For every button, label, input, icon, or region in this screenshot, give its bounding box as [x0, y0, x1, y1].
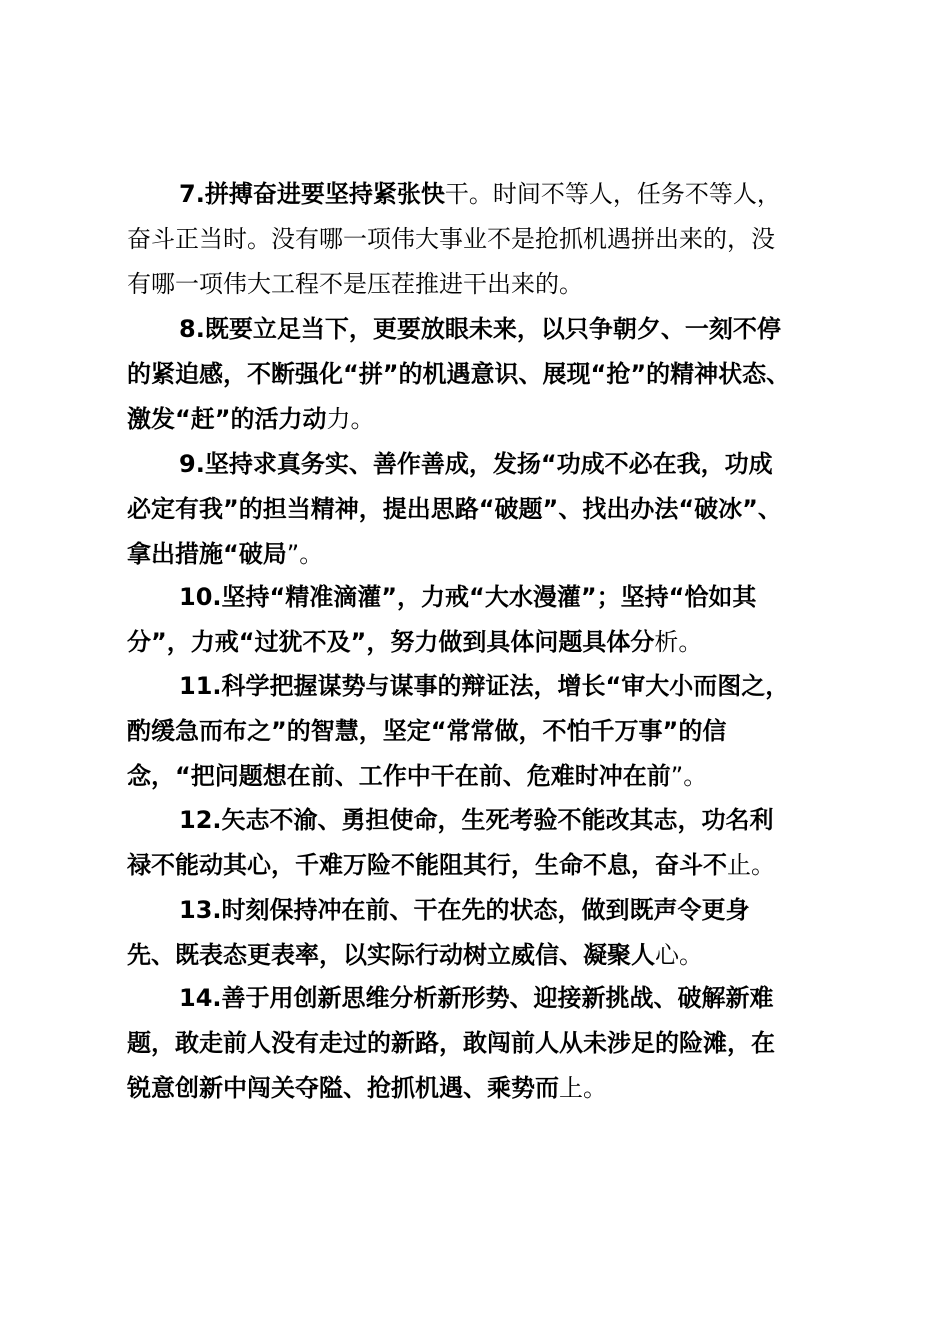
- normal-run: 析。: [654, 628, 703, 656]
- paragraph-line: [127, 843, 827, 888]
- bold-run: 念，“把问题想在前、工作中干在前、危难时冲在前: [127, 762, 671, 790]
- paragraph-12: [127, 798, 827, 888]
- bold-run: 酌缓急而布之”的智慧，坚定“常常做，不怕千万事”的信: [127, 717, 727, 745]
- bold-run: 8.既要立足当下，更要放眼未来，以只争朝夕、一刻不停: [179, 315, 781, 343]
- normal-run: 有哪一项伟大工程不是压茬推进干出来的。: [127, 270, 583, 298]
- normal-run: 奋斗正当时。没有哪一项伟大事业不是抢抓机遇拼出来的，没: [127, 225, 775, 253]
- paragraph-line: [127, 709, 827, 754]
- bold-run: 7.拼搏奋进要坚持紧张快: [179, 180, 445, 208]
- bold-run: 的紧迫感，不断强化“拼”的机遇意识、展现“抢”的精神状态、: [127, 360, 791, 388]
- normal-run: ”。: [286, 540, 324, 568]
- paragraph-10: [127, 575, 827, 665]
- normal-run: 干。时间不等人，任务不等人，: [444, 180, 781, 208]
- bold-run: 9.坚持求真务实、善作善成，发扬“功成不必在我，功成: [179, 450, 773, 478]
- bold-run: 13.时刻保持冲在前、干在先的状态，做到既声令更身: [179, 896, 750, 924]
- bold-run: 激发“赶”的活力动: [127, 405, 327, 433]
- paragraph-line: [127, 933, 827, 978]
- paragraph-line: [127, 352, 827, 397]
- bold-run: 先、既表态更表率，以实际行动树立威信、凝聚人: [127, 941, 655, 969]
- paragraph-8: [127, 307, 827, 442]
- normal-run: ”。: [670, 762, 708, 790]
- paragraph-line: [127, 1021, 827, 1066]
- bold-run: 锐意创新中闯关夺隘、抢抓机遇、乘势而: [127, 1074, 559, 1102]
- bold-run: 10.坚持“精准滴灌”，力戒“大水漫灌”；坚持“恰如其: [179, 583, 757, 611]
- bold-run: 必定有我”的担当精神，提出思路“破题”、找出办法“破冰”、: [127, 495, 782, 523]
- bold-run: 拿出措施“破局: [127, 540, 287, 568]
- bold-run: 禄不能动其心，千难万险不能阻其行，生命不息，奋斗不: [127, 851, 727, 879]
- normal-run: 止。: [727, 851, 775, 879]
- paragraph-line: [127, 888, 827, 933]
- paragraph-line: [127, 172, 827, 217]
- paragraph-line: [127, 620, 827, 665]
- paragraph-line: [127, 217, 827, 262]
- paragraph-line: [127, 487, 827, 532]
- paragraph-line: [127, 754, 827, 799]
- paragraph-14: [127, 976, 827, 1111]
- paragraph-line: [127, 262, 827, 307]
- paragraph-line: [127, 532, 827, 577]
- paragraph-line: [127, 307, 827, 352]
- bold-run: 14.善于用创新思维分析新形势、迎接新挑战、破解新难: [179, 984, 774, 1012]
- paragraph-line: [127, 976, 827, 1021]
- bold-run: 分”，力戒“过犹不及”，努力做到具体问题具体分: [127, 628, 655, 656]
- paragraph-7: [127, 172, 827, 307]
- normal-run: 力。: [326, 405, 375, 433]
- paragraph-line: [127, 575, 827, 620]
- normal-run: 心。: [655, 941, 703, 969]
- paragraph-line: [127, 798, 827, 843]
- paragraph-line: [127, 442, 827, 487]
- bold-run: 11.科学把握谋势与谋事的辩证法，增长“审大小而图之，: [179, 672, 790, 700]
- normal-run: 上。: [559, 1074, 607, 1102]
- bold-run: 题，敢走前人没有走过的新路，敢闯前人从未涉足的险滩，在: [127, 1029, 775, 1057]
- paragraph-line: [127, 1066, 827, 1111]
- paragraph-9: [127, 442, 827, 577]
- paragraph-line: [127, 397, 827, 442]
- paragraph-11: [127, 664, 827, 799]
- paragraph-line: [127, 664, 827, 709]
- bold-run: 12.矢志不渝、勇担使命，生死考验不能改其志，功名利: [179, 806, 774, 834]
- paragraph-13: [127, 888, 827, 978]
